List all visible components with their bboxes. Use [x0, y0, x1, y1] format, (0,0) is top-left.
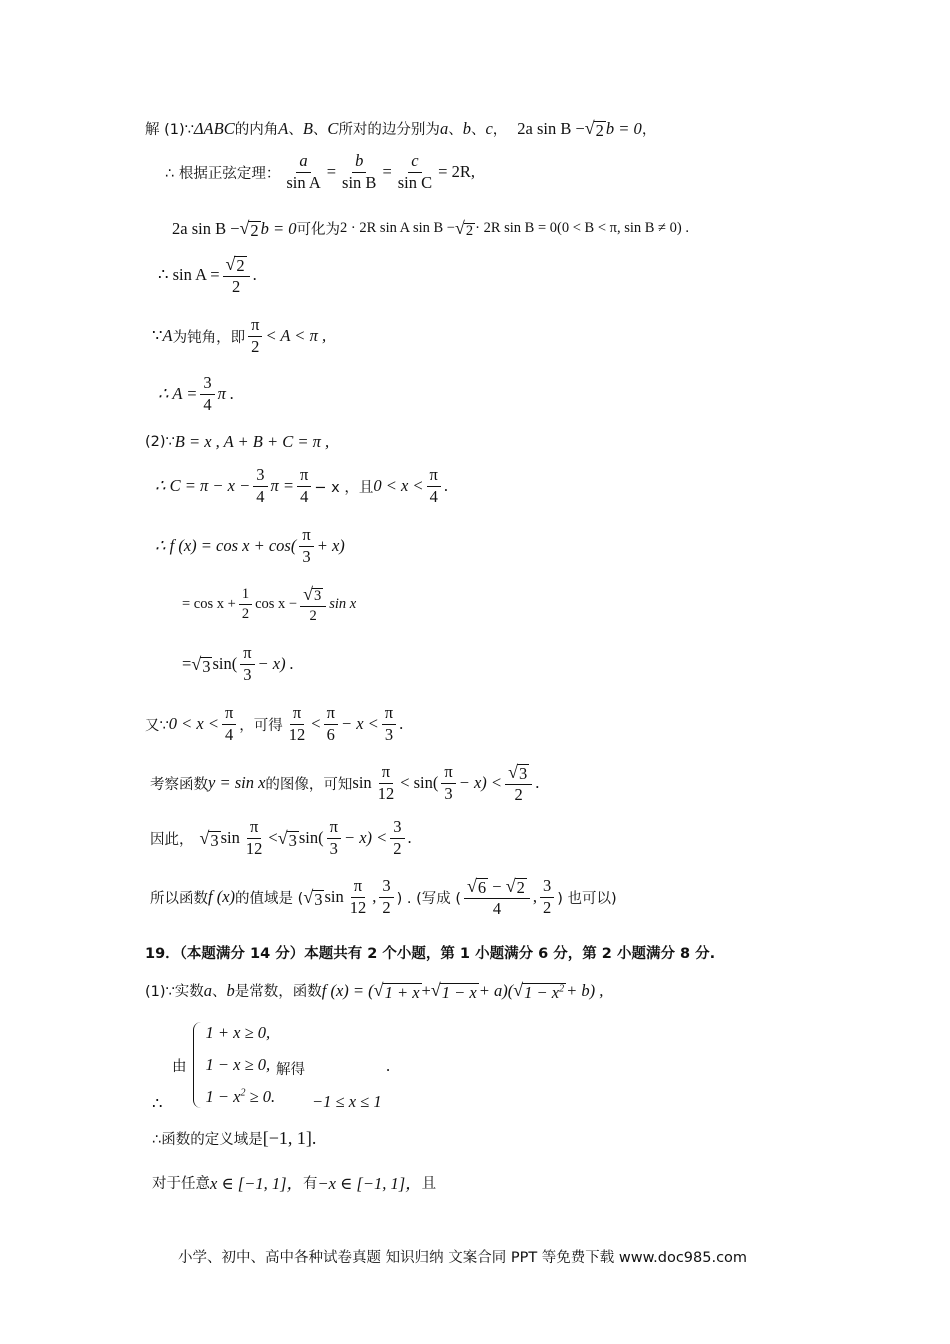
math: .	[407, 828, 412, 848]
fraction: √ 2 2	[223, 254, 250, 297]
text: 由	[172, 1058, 187, 1075]
text: 、	[212, 984, 227, 1000]
exponent: 2	[559, 983, 565, 995]
math: ,	[372, 887, 377, 907]
math: ∴ A =	[158, 384, 198, 404]
fraction	[240, 644, 254, 685]
sqrt-body: 6	[477, 878, 487, 898]
math: ∴	[152, 1094, 163, 1113]
text: ) 也可以)	[557, 890, 617, 907]
part2-line-6	[145, 704, 403, 745]
numerator: π	[327, 818, 341, 839]
sqrt-body: 2	[236, 256, 245, 276]
math: −1 ≤ x ≤ 1	[312, 1092, 382, 1111]
fraction	[327, 818, 341, 859]
denominator: 12	[349, 897, 367, 917]
p19-system	[172, 1022, 275, 1108]
case-3-base: 1 − x	[205, 1087, 241, 1106]
math: .	[399, 714, 404, 734]
solution-line-6	[158, 374, 234, 415]
text: 所对的边分别为	[338, 122, 440, 138]
math: b = 0	[260, 218, 297, 238]
part2-line-9	[150, 876, 617, 919]
fraction	[222, 704, 236, 745]
numerator: π	[222, 704, 236, 725]
text: − x ，且	[314, 479, 374, 496]
text: 的内角	[234, 122, 279, 138]
denominator: 4	[203, 394, 212, 414]
sqrt-body: 1 − x	[441, 982, 477, 1002]
text: 考察函数	[150, 776, 208, 793]
sqrt-body: 3	[202, 656, 211, 676]
case-3	[206, 1087, 276, 1107]
sqrt-body: 3	[313, 588, 322, 605]
denominator: 2	[231, 276, 241, 296]
fraction	[239, 586, 252, 622]
text: ，可得	[239, 717, 283, 734]
math: .	[252, 265, 257, 285]
text: 、	[470, 122, 486, 138]
numerator: π	[382, 704, 396, 725]
fraction: √ 3 2	[300, 584, 326, 624]
footer-banner: 小学、初中、高中各种试卷真题 知识归纳 文案合同 PPT 等免费下载 www.doc985.com	[178, 1250, 748, 1266]
text: 且	[421, 1175, 437, 1192]
numerator: π	[441, 763, 455, 784]
case-3-rest: ≥ 0.	[245, 1087, 276, 1106]
math: y = sin x	[208, 773, 266, 793]
sqrt-body: 3	[210, 830, 219, 850]
part2-line-2	[155, 466, 448, 507]
numerator: π	[379, 763, 393, 784]
math: <	[268, 828, 278, 848]
math: ∴ f (x) = cos x + cos(	[155, 536, 297, 556]
solution-line-1	[145, 118, 656, 139]
fraction	[540, 877, 554, 918]
denominator: 12	[377, 783, 395, 803]
sqrt: √ 1 + x	[373, 980, 420, 1002]
math: b	[226, 980, 235, 1000]
text: 、	[448, 122, 463, 138]
math: f (x)	[208, 887, 236, 907]
minus: −	[488, 877, 506, 896]
math: ∵	[152, 326, 163, 346]
numerator: c	[408, 152, 421, 173]
solution-line-4	[158, 254, 257, 297]
fraction	[347, 877, 370, 918]
numerator: π	[290, 704, 304, 725]
math: +	[421, 980, 431, 1000]
math: + a)(	[478, 980, 514, 1000]
math: sin(	[298, 828, 324, 848]
text: 所以函数	[150, 890, 208, 907]
denominator: 4	[256, 486, 265, 506]
math: B = x , A + B + C = π ,	[174, 432, 330, 451]
math: sin	[220, 828, 240, 848]
math: x ∈ [−1, 1]，	[210, 1174, 304, 1193]
text: 的图像，可知	[265, 776, 353, 793]
math: π =	[270, 476, 295, 496]
text: 的值域是 (	[235, 890, 304, 907]
math: a	[439, 118, 449, 138]
text: (2)∵	[145, 434, 175, 450]
denominator: sin B	[342, 172, 377, 192]
math: 2 · 2R sin A sin B −	[340, 220, 455, 236]
denominator: 3	[243, 664, 252, 684]
text: ) . (写成 (	[396, 890, 462, 907]
text: 是常数，函数	[234, 984, 322, 1000]
sqrt: √ $1 - x^2$	[513, 980, 565, 1002]
sqrt: √ 3	[199, 827, 219, 850]
fraction	[427, 466, 441, 507]
text: 有	[303, 1175, 318, 1192]
math: <	[311, 714, 321, 734]
part2-line-8	[150, 818, 412, 859]
brace	[193, 1022, 276, 1108]
math: < sin(	[400, 773, 439, 793]
case-1: 1 + x ≥ 0,	[205, 1023, 271, 1042]
heading-text: 19．（本题满分 14 分）本题共有 2 个小题，第 1 小题满分 6 分，第 2 小题满分 8 分.	[145, 946, 716, 962]
text: ，	[641, 122, 657, 138]
math: [−1, 1].	[262, 1128, 317, 1148]
fraction	[379, 877, 393, 918]
sqrt: √ 2	[584, 118, 604, 140]
denominator: 12	[245, 838, 263, 858]
math: cos x −	[255, 595, 298, 612]
text: 解得	[276, 1062, 305, 1078]
math: ∴ sin A =	[158, 265, 220, 285]
denominator: 3	[329, 838, 338, 858]
text: 可化为	[296, 222, 341, 238]
case-2: 1 − x ≥ 0,	[205, 1055, 271, 1074]
math: + x)	[316, 536, 345, 556]
text: ∴ 根据正弦定理：	[165, 165, 281, 182]
exponent: 2	[240, 1087, 246, 1099]
math: sin	[324, 887, 344, 907]
math: π .	[217, 384, 235, 404]
numerator: 1	[239, 586, 252, 605]
sqrt-body: 3	[288, 830, 297, 850]
text: 、	[288, 122, 303, 138]
math: − x) .	[257, 654, 294, 674]
sqrt-body: 2	[516, 878, 525, 898]
math: sin x	[329, 595, 357, 612]
denominator: sin A	[286, 172, 321, 192]
sqrt: √ 1 − x	[430, 980, 477, 1002]
fraction	[299, 526, 313, 567]
denominator: 3	[302, 546, 311, 566]
sqrt-body: 2	[465, 222, 474, 239]
denominator: 6	[326, 724, 335, 744]
part2-line-3	[155, 526, 345, 567]
numerator: π	[297, 466, 311, 487]
text: ，	[492, 122, 508, 138]
sqrt: √ 3	[191, 653, 211, 676]
math: sin	[352, 773, 372, 793]
math: C	[327, 118, 339, 138]
math: ,	[532, 887, 537, 907]
math: − x <	[340, 714, 379, 734]
numerator: b	[352, 152, 366, 173]
math: .	[535, 773, 540, 793]
fraction	[283, 152, 323, 193]
p19-result	[312, 1092, 382, 1112]
sqrt-body: 1 − x	[524, 982, 560, 1002]
fraction	[248, 316, 262, 357]
solution-line-2: ∴ 根据正弦定理： $\frac{a}{\text{sin A}}$ = $\frac{b}{\text{sin B}}$ = $\frac{c}{\text{sin C}}$ = 2R,	[165, 151, 475, 192]
p19-line-1	[145, 980, 603, 1001]
text: (1)∵实数	[145, 984, 204, 1000]
fraction	[297, 466, 311, 507]
math: 0 < x <	[168, 714, 219, 734]
p19-any	[152, 1170, 436, 1194]
text: .	[386, 1056, 391, 1075]
fraction: √ 6 − √ 2 4	[464, 876, 530, 919]
denominator: 4	[225, 724, 234, 744]
fraction	[324, 704, 338, 745]
sqrt: √ 3	[303, 886, 323, 909]
fraction	[339, 152, 379, 193]
fraction: √ 3 2	[505, 762, 532, 805]
math: ΔABC	[193, 118, 235, 138]
part2-line-7	[150, 762, 539, 805]
p19-jiede	[276, 1058, 305, 1079]
math: b = 0	[605, 118, 642, 138]
fraction	[441, 763, 455, 804]
denominator: 4	[300, 486, 309, 506]
math: B	[302, 118, 313, 138]
math: · 2R sin B = 0(0 < B < π, sin B ≠ 0) .	[475, 220, 689, 236]
fraction	[243, 818, 266, 859]
sqrt: √ 2	[239, 218, 259, 240]
numerator: 3	[200, 374, 214, 395]
solution-line-5	[152, 316, 326, 357]
math: a	[203, 980, 213, 1000]
math: =	[182, 654, 192, 674]
fraction	[390, 818, 404, 859]
math: sin(	[212, 654, 238, 674]
left-brace	[193, 1022, 202, 1108]
fraction	[375, 763, 398, 804]
math: + b) ,	[566, 980, 604, 1000]
sqrt-body: 3	[518, 764, 528, 784]
denominator: 2	[251, 336, 260, 356]
math: −x ∈ [−1, 1]，	[317, 1174, 422, 1193]
numerator: π	[351, 877, 365, 898]
math: c	[485, 118, 493, 138]
math: = 2R,	[438, 162, 475, 182]
denominator: 2	[393, 838, 402, 858]
math: f (x) = (	[321, 980, 374, 1000]
p19-dot	[386, 1056, 390, 1076]
denominator: 12	[288, 724, 306, 744]
fraction	[395, 152, 435, 193]
text: ∴函数的定义域是	[152, 1132, 263, 1148]
numerator: 3	[253, 466, 267, 487]
p19-therefore	[152, 1094, 163, 1114]
denominator: 4	[429, 486, 438, 506]
numerator: a	[296, 152, 310, 173]
fraction	[200, 374, 214, 415]
denominator: 3	[384, 724, 394, 744]
denominator: 2	[514, 784, 523, 804]
text: 又∵	[145, 717, 169, 734]
denominator: 2	[382, 897, 391, 917]
denominator: 2	[309, 607, 317, 624]
sqrt: √ 3	[277, 827, 297, 850]
text: 、	[312, 122, 328, 138]
text: 为钝角，即	[172, 329, 246, 346]
numerator: π	[324, 704, 338, 725]
fraction	[286, 704, 309, 745]
part2-line-4	[182, 584, 356, 624]
numerator: π	[240, 644, 254, 665]
numerator: 3	[540, 877, 554, 898]
math: b	[462, 118, 471, 138]
numerator: π	[299, 526, 313, 547]
math: A	[278, 118, 289, 138]
sqrt-body: 3	[314, 889, 323, 909]
fraction	[253, 466, 267, 507]
solution-line-3	[172, 218, 689, 239]
sqrt-body: 2	[250, 220, 259, 240]
part2-line-5	[182, 644, 294, 685]
text: 解 (1)∵	[145, 122, 194, 138]
denominator: sin C	[397, 172, 433, 192]
numerator: π	[248, 316, 262, 337]
math: − x) <	[343, 828, 388, 848]
math: 2a sin B −	[172, 218, 240, 238]
math: < A < π ,	[265, 326, 327, 346]
sqrt: √ 2	[455, 218, 474, 239]
p19-domain	[152, 1128, 316, 1149]
denominator: 3	[444, 783, 453, 803]
numerator: 3	[390, 818, 404, 839]
numerator: π	[247, 818, 261, 839]
math: A	[162, 326, 173, 346]
numerator: 3	[379, 877, 393, 898]
denominator: 2	[542, 897, 552, 917]
cases	[206, 1023, 276, 1107]
problem-19-heading	[145, 942, 715, 963]
sqrt-body: 1 + x	[384, 982, 420, 1002]
denominator: 4	[492, 898, 502, 918]
text: 因此，	[150, 831, 194, 848]
numerator: π	[427, 466, 441, 487]
denominator: 2	[241, 605, 250, 622]
part2-line-1	[145, 432, 329, 452]
math: .	[443, 476, 449, 496]
math: − x) <	[458, 773, 503, 793]
math: ∴ C = π − x −	[155, 476, 251, 496]
math: 2a sin B −	[517, 118, 585, 138]
fraction	[382, 704, 396, 745]
math: = cos x +	[182, 595, 236, 612]
sqrt-body: 2	[595, 120, 604, 140]
math: 0 < x <	[373, 476, 424, 496]
text: 对于任意	[152, 1175, 210, 1192]
